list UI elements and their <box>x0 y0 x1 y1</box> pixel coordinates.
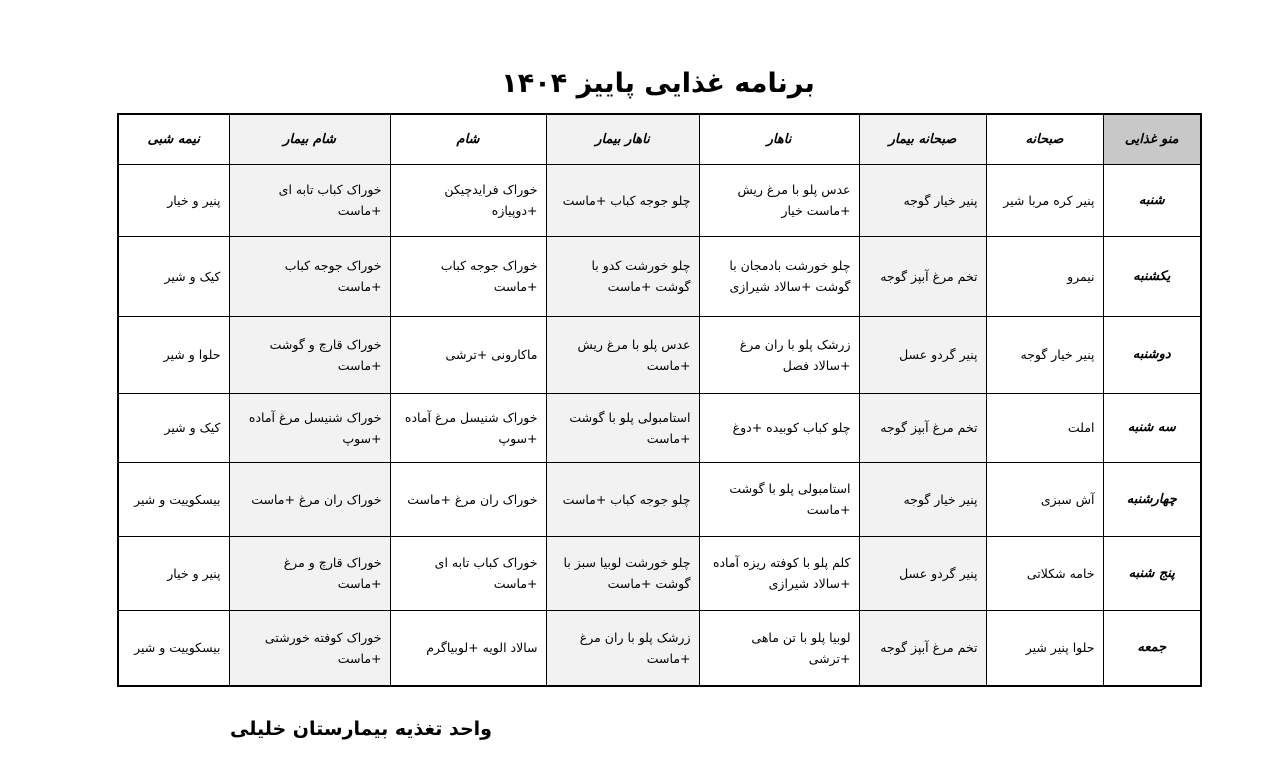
lunch-patient-cell: چلو جوجه کباب +ماست <box>546 462 699 536</box>
table-row <box>118 610 1201 686</box>
header-dinner: شام <box>390 114 546 164</box>
footer-signature: واحد تغذیه بیمارستان خلیلی <box>229 718 492 740</box>
lunch-patient-cell: چلو خورشت لوبیا سبز با گوشت +ماست <box>546 536 699 610</box>
dinner-cell: خوراک کباب تابه ای +ماست <box>390 536 546 610</box>
breakfast-patient-cell: تخم مرغ آبپز گوجه <box>859 393 986 462</box>
header-menu: منو غذایی <box>1103 114 1201 164</box>
breakfast-cell: املت <box>986 393 1103 462</box>
midnight-cell: حلوا و شیر <box>118 316 229 393</box>
dinner-patient-cell: خوراک قارچ و مرغ +ماست <box>229 536 390 610</box>
midnight-cell: کیک و شیر <box>118 393 229 462</box>
dinner-patient-cell: خوراک شنیسل مرغ آماده +سوپ <box>229 393 390 462</box>
breakfast-patient-cell: پنیر گردو عسل <box>859 316 986 393</box>
header-lunch-patient: ناهار بیمار <box>546 114 699 164</box>
lunch-cell: استامبولی پلو با گوشت +ماست <box>699 462 859 536</box>
day-cell: شنبه <box>1103 164 1201 236</box>
lunch-cell: زرشک پلو با ران مرغ +سالاد فصل <box>699 316 859 393</box>
day-cell: دوشنبه <box>1103 316 1201 393</box>
breakfast-patient-cell: پنیر خیار گوجه <box>859 164 986 236</box>
lunch-cell: کلم پلو با کوفته ریزه آماده +سالاد شیرازی <box>699 536 859 610</box>
dinner-patient-cell: خوراک کوفته خورشتی +ماست <box>229 610 390 686</box>
breakfast-patient-cell: تخم مرغ آبپز گوجه <box>859 236 986 316</box>
day-cell: چهارشنبه <box>1103 462 1201 536</box>
table-row <box>118 316 1201 393</box>
midnight-cell: پنیر و خیار <box>118 536 229 610</box>
day-cell: سه شنبه <box>1103 393 1201 462</box>
breakfast-cell: حلوا پنیر شیر <box>986 610 1103 686</box>
header-midnight: نیمه شبی <box>118 114 229 164</box>
table-row <box>118 236 1201 316</box>
midnight-cell: بیسکوییت و شیر <box>118 610 229 686</box>
lunch-cell: عدس پلو با مرغ ریش +ماست خیار <box>699 164 859 236</box>
day-cell: جمعه <box>1103 610 1201 686</box>
dinner-cell: خوراک شنیسل مرغ آماده +سوپ <box>390 393 546 462</box>
dinner-patient-cell: خوراک کباب تابه ای +ماست <box>229 164 390 236</box>
dinner-cell: سالاد الویه +لوبیاگرم <box>390 610 546 686</box>
lunch-patient-cell: زرشک پلو با ران مرغ +ماست <box>546 610 699 686</box>
header-breakfast: صبحانه <box>986 114 1103 164</box>
dinner-cell: ماکارونی +ترشی <box>390 316 546 393</box>
table-header-row <box>118 114 1201 164</box>
lunch-cell: چلو خورشت بادمجان با گوشت +سالاد شیرازی <box>699 236 859 316</box>
lunch-patient-cell: عدس پلو با مرغ ریش +ماست <box>546 316 699 393</box>
midnight-cell: پنیر و خیار <box>118 164 229 236</box>
table-row <box>118 536 1201 610</box>
dinner-cell: خوراک جوجه کباب +ماست <box>390 236 546 316</box>
breakfast-cell: نیمرو <box>986 236 1103 316</box>
header-breakfast-patient: صبحانه بیمار <box>859 114 986 164</box>
midnight-cell: کیک و شیر <box>118 236 229 316</box>
table-row <box>118 462 1201 536</box>
lunch-cell: چلو کباب کوبیده +دوغ <box>699 393 859 462</box>
breakfast-cell: خامه شکلاتی <box>986 536 1103 610</box>
breakfast-patient-cell: پنیر گردو عسل <box>859 536 986 610</box>
page-title: برنامه غذایی پاییز ۱۴۰۴ <box>501 68 815 99</box>
lunch-patient-cell: چلو جوجه کباب +ماست <box>546 164 699 236</box>
header-dinner-patient: شام بیمار <box>229 114 390 164</box>
lunch-patient-cell: چلو خورشت کدو با گوشت +ماست <box>546 236 699 316</box>
dinner-patient-cell: خوراک جوجه کباب +ماست <box>229 236 390 316</box>
dinner-cell: خوراک ران مرغ +ماست <box>390 462 546 536</box>
day-cell: یکشنبه <box>1103 236 1201 316</box>
midnight-cell: بیسکوییت و شیر <box>118 462 229 536</box>
table-row <box>118 393 1201 462</box>
day-cell: پنج شنبه <box>1103 536 1201 610</box>
dinner-patient-cell: خوراک قارچ و گوشت +ماست <box>229 316 390 393</box>
breakfast-cell: پنیر خیار گوجه <box>986 316 1103 393</box>
breakfast-patient-cell: پنیر خیار گوجه <box>859 462 986 536</box>
dinner-patient-cell: خوراک ران مرغ +ماست <box>229 462 390 536</box>
breakfast-cell: پنیر کره مربا شیر <box>986 164 1103 236</box>
meal-plan-table <box>117 113 1202 687</box>
lunch-cell: لوبیا پلو با تن ماهی +ترشی <box>699 610 859 686</box>
breakfast-cell: آش سبزی <box>986 462 1103 536</box>
header-lunch: ناهار <box>699 114 859 164</box>
dinner-cell: خوراک فرایدچیکن +دوپیازه <box>390 164 546 236</box>
lunch-patient-cell: استامبولی پلو با گوشت +ماست <box>546 393 699 462</box>
table-row <box>118 164 1201 236</box>
breakfast-patient-cell: تخم مرغ آبپز گوجه <box>859 610 986 686</box>
